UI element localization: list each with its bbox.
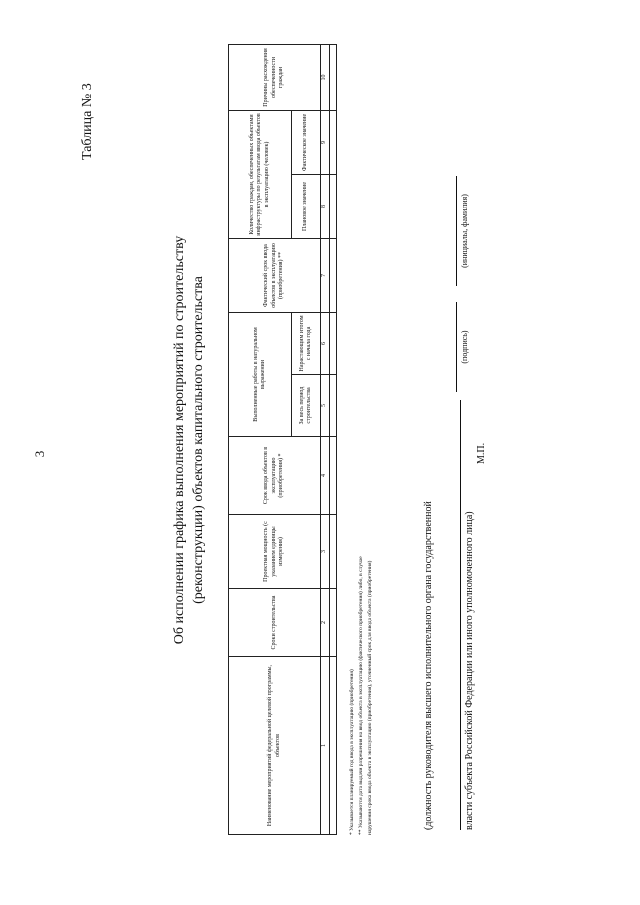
header-discrepancy-reasons: Причины расхождения обеспеченности граждан xyxy=(229,44,321,110)
header-commissioning-date: Срок ввода объектов в эксплуатацию (приобретения) * xyxy=(229,437,321,515)
footnote-3: нарушения срока ввода объекта в эксплуатацию (приобретения), уточненный срок для ввода объекта (приобретения) xyxy=(367,560,373,835)
stamp-placeholder: М.П. xyxy=(476,442,487,464)
official-position-line-2: власти субъекта Российской Федерации или иного уполномоченного лица) xyxy=(460,400,477,830)
table-cell xyxy=(330,657,337,835)
rotated-document-content xyxy=(0,20,640,860)
header-construction-terms: Сроки строительства xyxy=(229,589,321,657)
signature-line xyxy=(456,302,457,392)
table-row xyxy=(330,44,337,834)
official-position-line-1: (должность руководителя высшего исполнительного органа государственной xyxy=(423,501,434,830)
official-position-block xyxy=(422,400,477,830)
header-design-capacity: Проектная мощность (с указанием единицы измерения) xyxy=(229,515,321,589)
page-number: 3 xyxy=(32,450,47,458)
document-title-line-1: Об исполнении графика выполнения мероприятий по строительству xyxy=(172,235,187,645)
execution-schedule-table xyxy=(228,44,337,835)
table-cell xyxy=(330,437,337,515)
header-citizens-served: Количество граждан, обеспеченных объектами инфраструктуры по результатам ввода объектов в эксплуатацию (человек) xyxy=(229,110,292,238)
header-actual-value: Фактическое значение xyxy=(292,110,321,174)
table-cell xyxy=(330,375,337,437)
column-number: 6 xyxy=(321,312,330,374)
header-whole-period: За весь период строительства xyxy=(292,375,321,437)
name-line xyxy=(456,176,457,286)
document-title xyxy=(170,140,208,740)
signature-caption: (подпись) xyxy=(460,330,469,364)
header-completed-works: Выполненные работы в натуральном выражении xyxy=(229,312,292,436)
table-cell xyxy=(330,174,337,238)
column-number: 10 xyxy=(321,44,330,110)
header-actual-commissioning-date: Фактический срок ввода объектов в эксплуатацию (приобретения) ** xyxy=(229,238,321,312)
table-cell xyxy=(330,110,337,174)
table-cell xyxy=(330,312,337,374)
document-title-line-2: (реконструкции) объектов капитального строительства xyxy=(191,276,206,604)
column-number: 2 xyxy=(321,589,330,657)
column-number: 8 xyxy=(321,174,330,238)
column-number: 9 xyxy=(321,110,330,174)
column-number: 1 xyxy=(321,657,330,835)
column-number: 4 xyxy=(321,437,330,515)
table-cell xyxy=(330,515,337,589)
table-label: Таблица № 3 xyxy=(80,83,95,160)
header-planned-value: Плановое значение xyxy=(292,174,321,238)
table-cell xyxy=(330,589,337,657)
footnote-1: * Указывается планируемый год ввода в эксплуатацию (приобретения) xyxy=(349,669,355,835)
footnote-2: ** Указываются дата выдачи разрешения на ввод объекта в эксплуатацию (фактического приобретения) либо, в случае xyxy=(358,556,364,835)
column-number: 7 xyxy=(321,238,330,312)
header-year-to-date: Нарастающим итогом с начала года xyxy=(292,312,321,374)
table-cell xyxy=(330,44,337,110)
column-number: 5 xyxy=(321,375,330,437)
footnotes xyxy=(348,275,375,835)
header-activities: Наименование мероприятий федеральной целевой программы, объектов xyxy=(229,657,321,835)
table-cell xyxy=(330,238,337,312)
column-number: 3 xyxy=(321,515,330,589)
name-caption: (инициалы, фамилия) xyxy=(460,194,469,268)
